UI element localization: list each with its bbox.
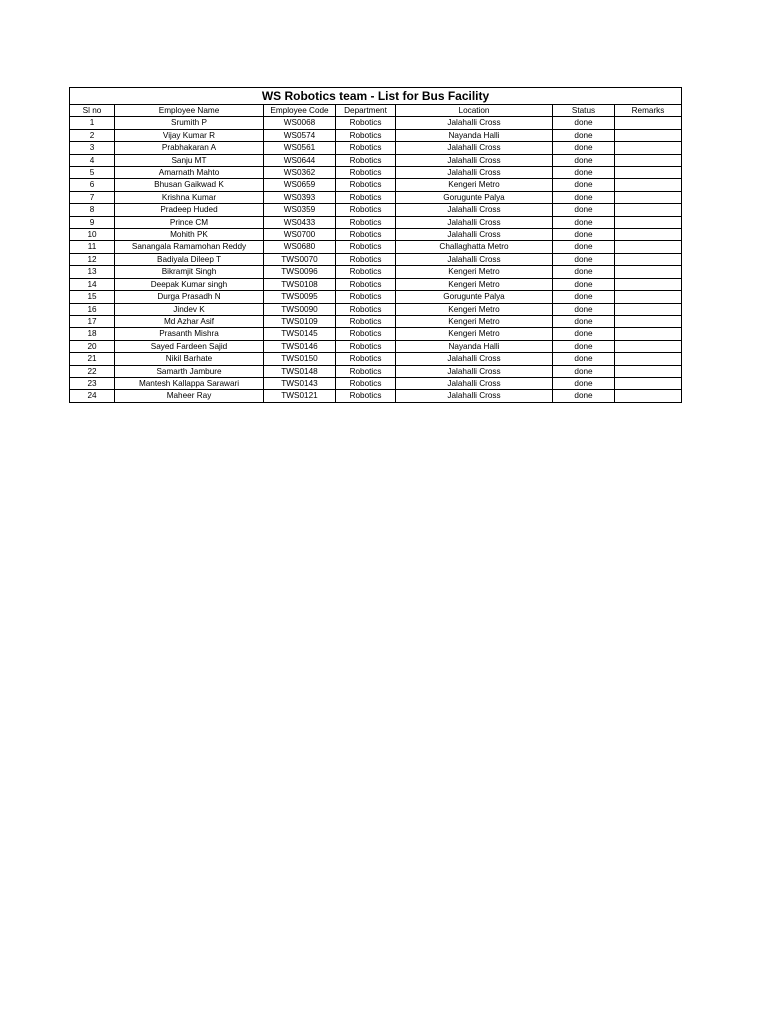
cell-employee-name: Badiyala Dileep T xyxy=(115,253,264,265)
table-row xyxy=(70,377,682,389)
cell-department: Robotics xyxy=(336,390,396,402)
cell-location: Kengeri Metro xyxy=(396,303,553,315)
table-row xyxy=(70,129,682,141)
cell-location: Jalahalli Cross xyxy=(396,390,553,402)
cell-remarks xyxy=(615,315,682,327)
cell-sl-no: 6 xyxy=(70,179,115,191)
cell-sl-no: 11 xyxy=(70,241,115,253)
header-employee-code: Employee Code xyxy=(264,105,336,117)
table-row xyxy=(70,241,682,253)
cell-location: Jalahalli Cross xyxy=(396,117,553,129)
header-department: Department xyxy=(336,105,396,117)
cell-remarks xyxy=(615,278,682,290)
cell-department: Robotics xyxy=(336,303,396,315)
cell-employee-name: Bikramjit Singh xyxy=(115,266,264,278)
table-row xyxy=(70,303,682,315)
cell-remarks xyxy=(615,291,682,303)
table-row xyxy=(70,179,682,191)
cell-remarks xyxy=(615,253,682,265)
cell-employee-name: Durga Prasadh N xyxy=(115,291,264,303)
table-row xyxy=(70,191,682,203)
cell-department: Robotics xyxy=(336,328,396,340)
cell-employee-name: Sanju MT xyxy=(115,154,264,166)
cell-sl-no: 9 xyxy=(70,216,115,228)
cell-remarks xyxy=(615,377,682,389)
cell-location: Jalahalli Cross xyxy=(396,365,553,377)
cell-remarks xyxy=(615,390,682,402)
cell-employee-code: WS0068 xyxy=(264,117,336,129)
cell-employee-code: TWS0146 xyxy=(264,340,336,352)
cell-remarks xyxy=(615,216,682,228)
table-row xyxy=(70,340,682,352)
cell-employee-code: WS0700 xyxy=(264,229,336,241)
cell-employee-code: TWS0143 xyxy=(264,377,336,389)
cell-location: Kengeri Metro xyxy=(396,315,553,327)
table-body xyxy=(70,117,682,402)
header-location: Location xyxy=(396,105,553,117)
cell-remarks xyxy=(615,328,682,340)
cell-status: done xyxy=(553,353,615,365)
cell-location: Jalahalli Cross xyxy=(396,253,553,265)
table-row xyxy=(70,142,682,154)
table-row xyxy=(70,216,682,228)
cell-department: Robotics xyxy=(336,241,396,253)
cell-location: Jalahalli Cross xyxy=(396,353,553,365)
cell-department: Robotics xyxy=(336,216,396,228)
cell-employee-code: WS0359 xyxy=(264,204,336,216)
cell-status: done xyxy=(553,253,615,265)
table-row xyxy=(70,167,682,179)
cell-sl-no: 2 xyxy=(70,129,115,141)
header-status: Status xyxy=(553,105,615,117)
table-row xyxy=(70,353,682,365)
table-row xyxy=(70,365,682,377)
cell-location: Gorugunte Palya xyxy=(396,191,553,203)
cell-employee-code: TWS0121 xyxy=(264,390,336,402)
cell-department: Robotics xyxy=(336,154,396,166)
cell-remarks xyxy=(615,142,682,154)
cell-employee-name: Deepak Kumar singh xyxy=(115,278,264,290)
table-row xyxy=(70,204,682,216)
cell-status: done xyxy=(553,167,615,179)
header-remarks: Remarks xyxy=(615,105,682,117)
cell-location: Kengeri Metro xyxy=(396,328,553,340)
cell-status: done xyxy=(553,278,615,290)
cell-location: Jalahalli Cross xyxy=(396,377,553,389)
cell-sl-no: 8 xyxy=(70,204,115,216)
cell-employee-code: TWS0145 xyxy=(264,328,336,340)
cell-employee-code: TWS0096 xyxy=(264,266,336,278)
cell-department: Robotics xyxy=(336,204,396,216)
cell-employee-code: WS0362 xyxy=(264,167,336,179)
cell-sl-no: 12 xyxy=(70,253,115,265)
cell-employee-code: TWS0095 xyxy=(264,291,336,303)
cell-sl-no: 4 xyxy=(70,154,115,166)
cell-sl-no: 10 xyxy=(70,229,115,241)
cell-employee-name: Maheer Ray xyxy=(115,390,264,402)
cell-status: done xyxy=(553,315,615,327)
table-row xyxy=(70,315,682,327)
cell-remarks xyxy=(615,191,682,203)
cell-status: done xyxy=(553,340,615,352)
cell-department: Robotics xyxy=(336,315,396,327)
cell-employee-name: Samarth Jambure xyxy=(115,365,264,377)
cell-sl-no: 21 xyxy=(70,353,115,365)
cell-employee-code: TWS0090 xyxy=(264,303,336,315)
cell-remarks xyxy=(615,266,682,278)
cell-status: done xyxy=(553,377,615,389)
table-row xyxy=(70,229,682,241)
cell-employee-code: TWS0109 xyxy=(264,315,336,327)
cell-status: done xyxy=(553,266,615,278)
cell-remarks xyxy=(615,303,682,315)
bus-facility-table xyxy=(69,87,682,403)
cell-employee-name: Md Azhar Asif xyxy=(115,315,264,327)
cell-employee-code: WS0561 xyxy=(264,142,336,154)
cell-sl-no: 24 xyxy=(70,390,115,402)
sheet-title: WS Robotics team - List for Bus Facility xyxy=(70,88,682,105)
bus-facility-sheet xyxy=(69,87,681,403)
cell-status: done xyxy=(553,142,615,154)
cell-remarks xyxy=(615,167,682,179)
cell-employee-code: WS0659 xyxy=(264,179,336,191)
cell-department: Robotics xyxy=(336,179,396,191)
table-row xyxy=(70,117,682,129)
cell-department: Robotics xyxy=(336,291,396,303)
header-sl-no: Sl no xyxy=(70,105,115,117)
cell-status: done xyxy=(553,365,615,377)
cell-sl-no: 5 xyxy=(70,167,115,179)
cell-department: Robotics xyxy=(336,167,396,179)
cell-location: Jalahalli Cross xyxy=(396,216,553,228)
cell-employee-code: WS0680 xyxy=(264,241,336,253)
cell-sl-no: 13 xyxy=(70,266,115,278)
cell-location: Jalahalli Cross xyxy=(396,142,553,154)
cell-remarks xyxy=(615,179,682,191)
cell-employee-name: Sanangala Ramamohan Reddy xyxy=(115,241,264,253)
cell-sl-no: 20 xyxy=(70,340,115,352)
table-row xyxy=(70,291,682,303)
header-row xyxy=(70,105,682,117)
cell-status: done xyxy=(553,328,615,340)
cell-location: Jalahalli Cross xyxy=(396,167,553,179)
cell-employee-code: TWS0070 xyxy=(264,253,336,265)
cell-location: Gorugunte Palya xyxy=(396,291,553,303)
cell-sl-no: 15 xyxy=(70,291,115,303)
cell-remarks xyxy=(615,353,682,365)
cell-location: Jalahalli Cross xyxy=(396,229,553,241)
cell-employee-name: Prasanth Mishra xyxy=(115,328,264,340)
cell-location: Kengeri Metro xyxy=(396,179,553,191)
cell-status: done xyxy=(553,291,615,303)
cell-employee-code: TWS0148 xyxy=(264,365,336,377)
cell-employee-name: Nikil Barhate xyxy=(115,353,264,365)
cell-remarks xyxy=(615,340,682,352)
cell-location: Kengeri Metro xyxy=(396,266,553,278)
cell-department: Robotics xyxy=(336,278,396,290)
cell-employee-code: TWS0150 xyxy=(264,353,336,365)
cell-employee-code: WS0574 xyxy=(264,129,336,141)
table-row xyxy=(70,253,682,265)
cell-location: Challaghatta Metro xyxy=(396,241,553,253)
cell-department: Robotics xyxy=(336,253,396,265)
cell-employee-code: TWS0108 xyxy=(264,278,336,290)
cell-status: done xyxy=(553,303,615,315)
cell-sl-no: 16 xyxy=(70,303,115,315)
cell-sl-no: 23 xyxy=(70,377,115,389)
cell-employee-name: Bhusan Gaikwad K xyxy=(115,179,264,191)
cell-status: done xyxy=(553,229,615,241)
cell-employee-name: Jindev K xyxy=(115,303,264,315)
cell-remarks xyxy=(615,229,682,241)
cell-employee-code: WS0433 xyxy=(264,216,336,228)
cell-employee-code: WS0644 xyxy=(264,154,336,166)
cell-status: done xyxy=(553,204,615,216)
cell-employee-name: Mantesh Kallappa Sarawari xyxy=(115,377,264,389)
cell-remarks xyxy=(615,117,682,129)
cell-department: Robotics xyxy=(336,266,396,278)
cell-employee-name: Prabhakaran A xyxy=(115,142,264,154)
cell-employee-name: Amarnath Mahto xyxy=(115,167,264,179)
cell-employee-name: Pradeep Huded xyxy=(115,204,264,216)
cell-location: Jalahalli Cross xyxy=(396,204,553,216)
cell-employee-name: Krishna Kumar xyxy=(115,191,264,203)
cell-location: Kengeri Metro xyxy=(396,278,553,290)
cell-status: done xyxy=(553,191,615,203)
cell-status: done xyxy=(553,241,615,253)
cell-location: Jalahalli Cross xyxy=(396,154,553,166)
cell-department: Robotics xyxy=(336,353,396,365)
cell-employee-name: Vijay Kumar R xyxy=(115,129,264,141)
cell-sl-no: 14 xyxy=(70,278,115,290)
header-employee-name: Employee Name xyxy=(115,105,264,117)
table-row xyxy=(70,154,682,166)
cell-sl-no: 18 xyxy=(70,328,115,340)
cell-remarks xyxy=(615,129,682,141)
cell-sl-no: 3 xyxy=(70,142,115,154)
cell-status: done xyxy=(553,129,615,141)
cell-status: done xyxy=(553,154,615,166)
cell-sl-no: 22 xyxy=(70,365,115,377)
cell-employee-name: Srumith P xyxy=(115,117,264,129)
cell-department: Robotics xyxy=(336,117,396,129)
cell-employee-code: WS0393 xyxy=(264,191,336,203)
table-row xyxy=(70,328,682,340)
cell-status: done xyxy=(553,179,615,191)
cell-sl-no: 7 xyxy=(70,191,115,203)
cell-department: Robotics xyxy=(336,377,396,389)
cell-department: Robotics xyxy=(336,340,396,352)
cell-department: Robotics xyxy=(336,129,396,141)
cell-sl-no: 1 xyxy=(70,117,115,129)
cell-remarks xyxy=(615,204,682,216)
cell-department: Robotics xyxy=(336,365,396,377)
cell-department: Robotics xyxy=(336,142,396,154)
cell-department: Robotics xyxy=(336,191,396,203)
table-row xyxy=(70,266,682,278)
cell-remarks xyxy=(615,241,682,253)
table-row xyxy=(70,278,682,290)
cell-location: Nayanda Halli xyxy=(396,129,553,141)
cell-employee-name: Mohith PK xyxy=(115,229,264,241)
cell-employee-name: Sayed Fardeen Sajid xyxy=(115,340,264,352)
cell-employee-name: Prince CM xyxy=(115,216,264,228)
cell-sl-no: 17 xyxy=(70,315,115,327)
cell-remarks xyxy=(615,154,682,166)
cell-status: done xyxy=(553,117,615,129)
cell-status: done xyxy=(553,216,615,228)
cell-department: Robotics xyxy=(336,229,396,241)
cell-remarks xyxy=(615,365,682,377)
cell-status: done xyxy=(553,390,615,402)
cell-location: Nayanda Halli xyxy=(396,340,553,352)
table-row xyxy=(70,390,682,402)
